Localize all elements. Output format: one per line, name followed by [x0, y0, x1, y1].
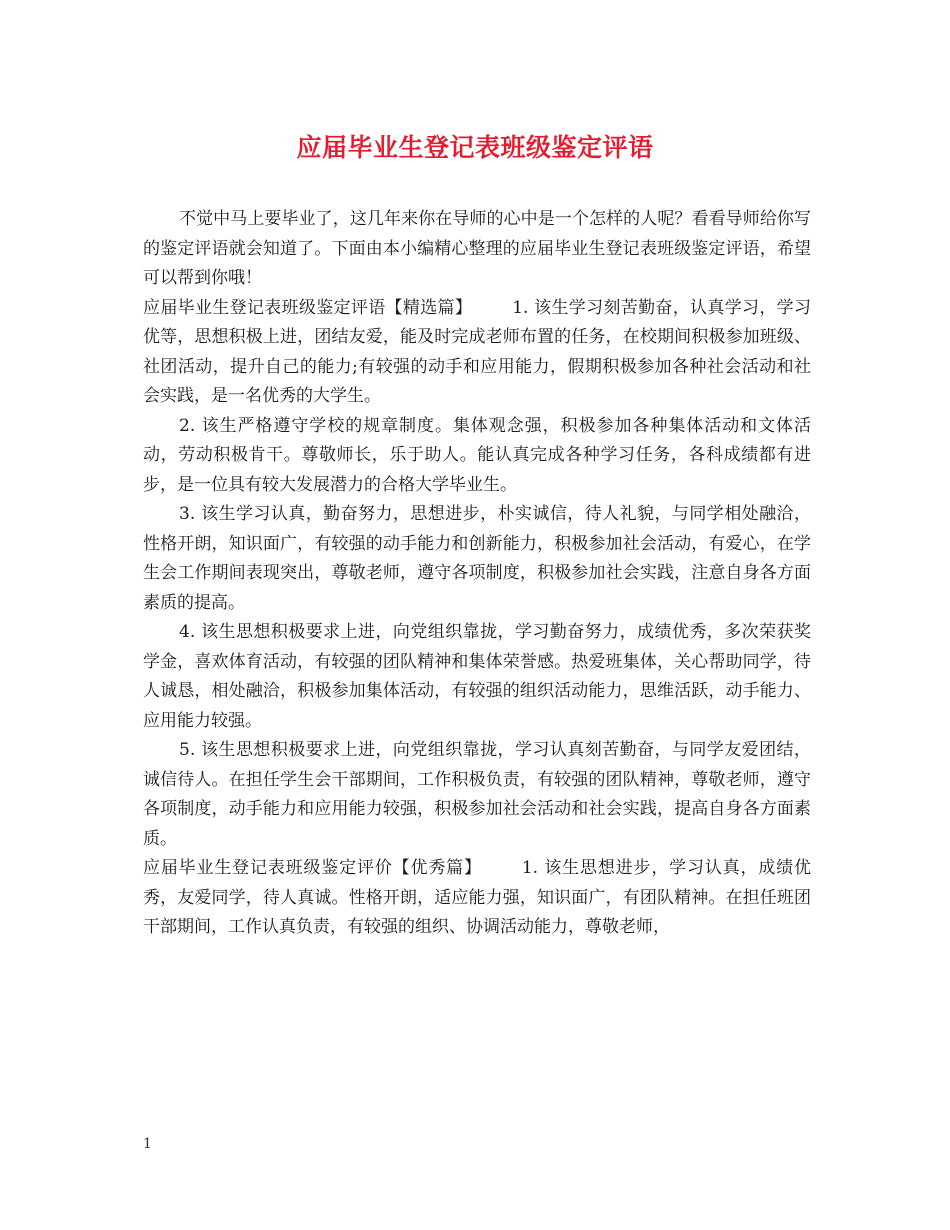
- section1-item-4: 4. 该生思想积极要求上进，向党组织靠拢，学习勤奋努力，成绩优秀，多次荣获奖学金，喜欢体育活动，有较强的团队精神和集体荣誉感。热爱班集体，关心帮助同学，待人诚恳，相处融洽，积极参加集体活动，有较强的组织活动能力，思维活跃，动手能力、应用能力较强。: [143, 622, 811, 731]
- section1-first-paragraph: [143, 294, 811, 412]
- section2-item-1: 1. 该生思想进步，学习认真，成绩优秀，友爱同学，待人真诚。性格开朗，适应能力强，知识面广，有团队精神。在担任班团干部期间，工作认真负责，有较强的组织、协调活动能力，尊敬老师，: [143, 858, 812, 937]
- section1-item-5: 5. 该生思想积极要求上进，向党组织靠拢，学习认真刻苦勤奋，与同学友爱团结，诚信待人。在担任学生会干部期间，工作积极负责，有较强的团队精神，尊敬老师，遵守各项制度，动手能力和应用能力较强，积极参加社会活动和社会实践，提高自身各方面素质。: [143, 740, 811, 849]
- section1-item-1: 1. 该生学习刻苦勤奋，认真学习，学习优等，思想积极上进，团结友爱，能及时完成老师布置的任务，在校期间积极参加班级、社团活动，提升自己的能力;有较强的动手和应用能力，假期积极参加各种社会活动和社会实践，是一名优秀的大学生。: [143, 297, 812, 406]
- section2-heading: 应届毕业生登记表班级鉴定评价【优秀篇】: [143, 858, 482, 878]
- document-body: [143, 205, 811, 943]
- intro-paragraph: 不觉中马上要毕业了，这几年来你在导师的心中是一个怎样的人呢？看看导师给你写的鉴定评语就会知道了。下面由本小编精心整理的应届毕业生登记表班级鉴定评语，希望可以帮到你哦！: [143, 209, 811, 288]
- document-title: 应届毕业生登记表班级鉴定评语: [296, 133, 654, 162]
- section1-item-3: 3. 该生学习认真，勤奋努力，思想进步，朴实诚信，待人礼貌，与同学相处融洽，性格开朗，知识面广，有较强的动手能力和创新能力，积极参加社会活动，有爱心，在学生会工作期间表现突出，尊敬老师，遵守各项制度，积极参加社会实践，注意自身各方面素质的提高。: [143, 504, 811, 613]
- section1-item-2: 2. 该生严格遵守学校的规章制度。集体观念强，积极参加各种集体活动和文体活动，劳动积极肯干。尊敬师长，乐于助人。能认真完成各种学习任务，各科成绩都有进步，是一位具有较大发展潜力的合格大学毕业生。: [143, 415, 811, 495]
- section2-first-paragraph: [143, 854, 811, 943]
- section1-heading: 应届毕业生登记表班级鉴定评语【精选篇】: [143, 297, 473, 318]
- page-number: 1: [143, 1136, 152, 1152]
